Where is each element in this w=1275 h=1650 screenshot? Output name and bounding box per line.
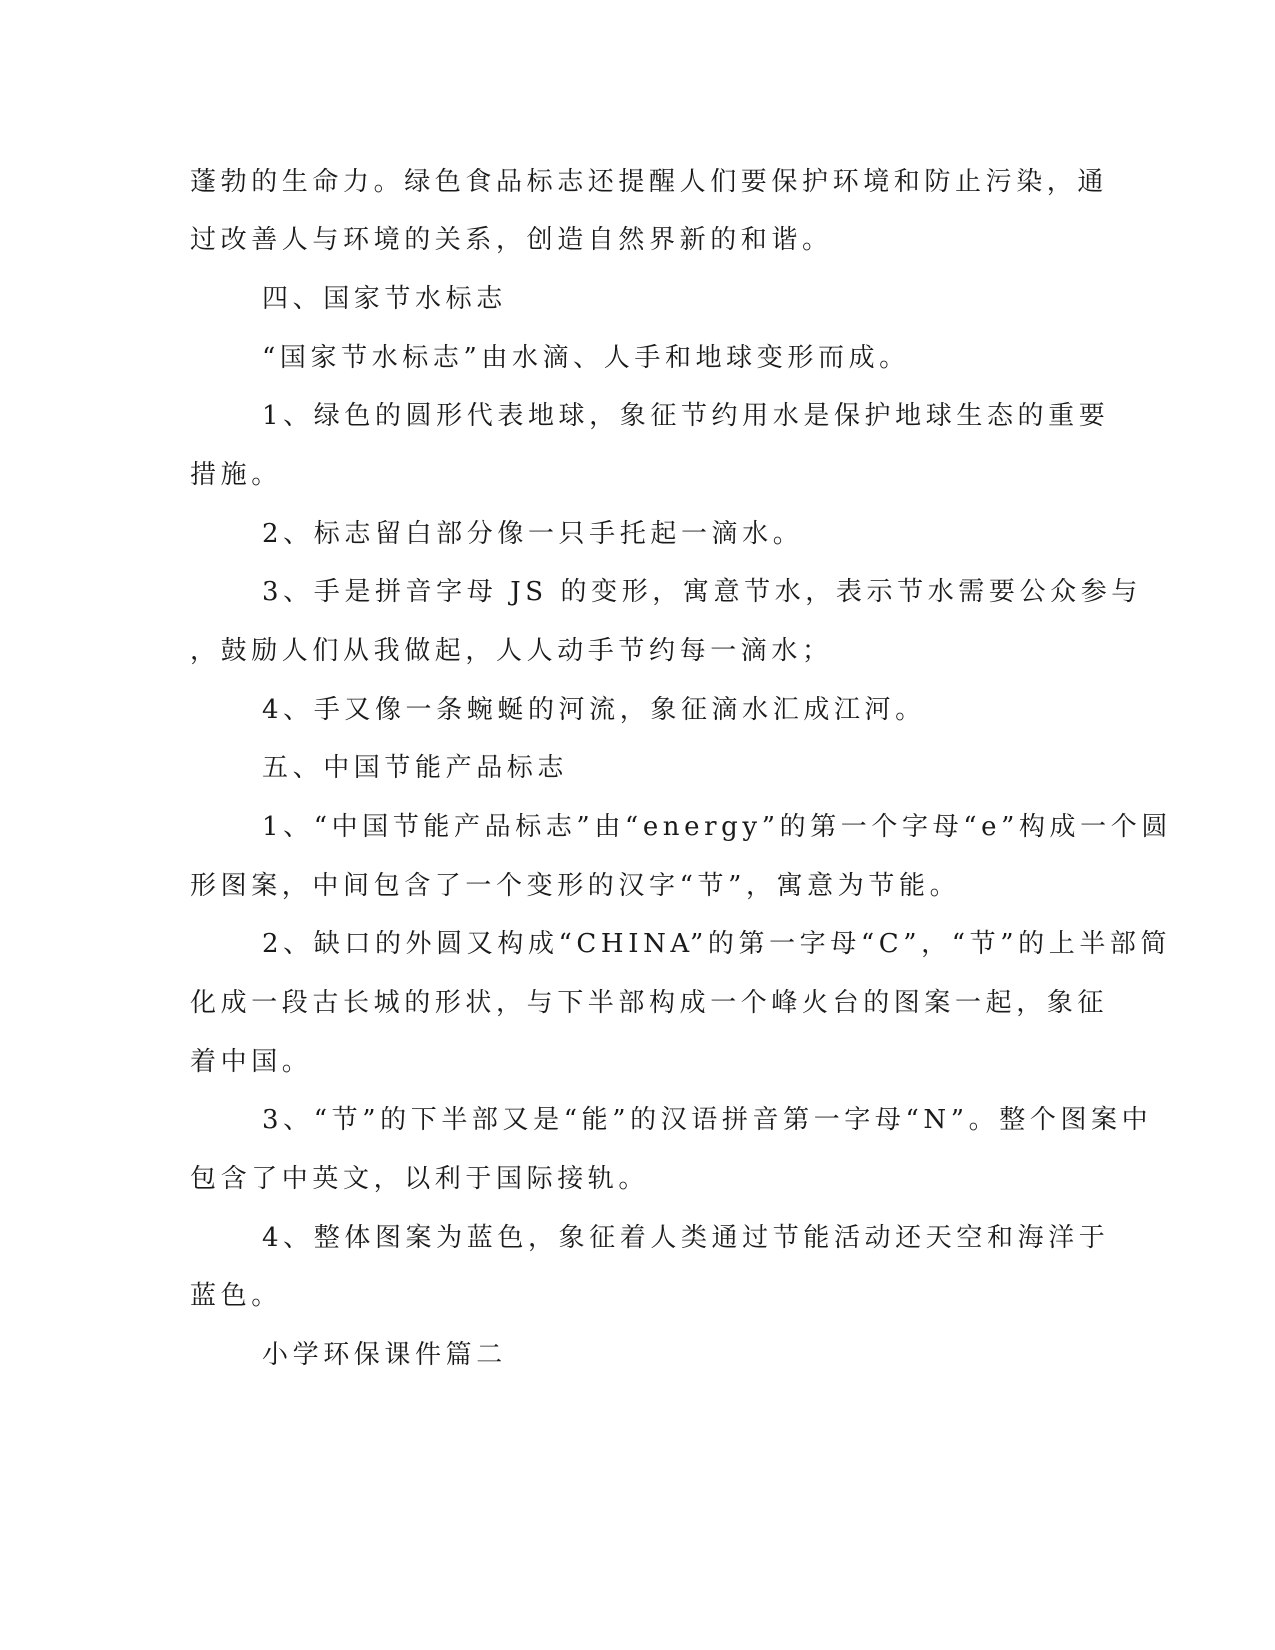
list-item: 2、标志留白部分像一只手托起一滴水。: [262, 519, 804, 549]
paragraph-line: ，鼓励人们从我做起，人人动手节约每一滴水；: [190, 636, 833, 666]
list-item: 4、整体图案为蓝色，象征着人类通过节能活动还天空和海洋于: [262, 1223, 1110, 1253]
paragraph-line: 蓝色。: [190, 1281, 282, 1311]
paragraph-line: 形图案，中间包含了一个变形的汉字“节”，寓意为节能。: [190, 871, 961, 901]
paragraph-line: 措施。: [190, 460, 282, 490]
paragraph-line: “国家节水标志”由水滴、人手和地球变形而成。: [262, 343, 910, 373]
list-item: 3、手是拼音字母 JS 的变形，寓意节水，表示节水需要公众参与: [262, 577, 1142, 607]
list-item: 3、“节”的下半部又是“能”的汉语拼音第一字母“N”。整个图案中: [262, 1105, 1153, 1135]
paragraph-line: 包含了中英文，以利于国际接轨。: [190, 1164, 650, 1194]
paragraph-line: 过改善人与环境的关系，创造自然界新的和谐。: [190, 225, 833, 255]
list-item: 4、手又像一条蜿蜒的河流，象征滴水汇成江河。: [262, 695, 926, 725]
list-item: 1、“中国节能产品标志”由“energy”的第一个字母“e”构成一个圆: [262, 812, 1172, 842]
paragraph-line: 蓬勃的生命力。绿色食品标志还提醒人们要保护环境和防止污染，通: [190, 167, 1109, 197]
paragraph-line: 化成一段古长城的形状，与下半部构成一个峰火台的图案一起，象征: [190, 988, 1109, 1018]
section-heading: 小学环保课件篇二: [262, 1340, 507, 1370]
list-item: 2、缺口的外圆又构成“CHINA”的第一字母“C”，“节”的上半部简: [262, 929, 1172, 959]
paragraph-line: 着中国。: [190, 1047, 313, 1077]
section-heading: 四、国家节水标志: [262, 284, 507, 314]
list-item: 1、绿色的圆形代表地球，象征节约用水是保护地球生态的重要: [262, 401, 1110, 431]
section-heading: 五、中国节能产品标志: [262, 753, 569, 783]
